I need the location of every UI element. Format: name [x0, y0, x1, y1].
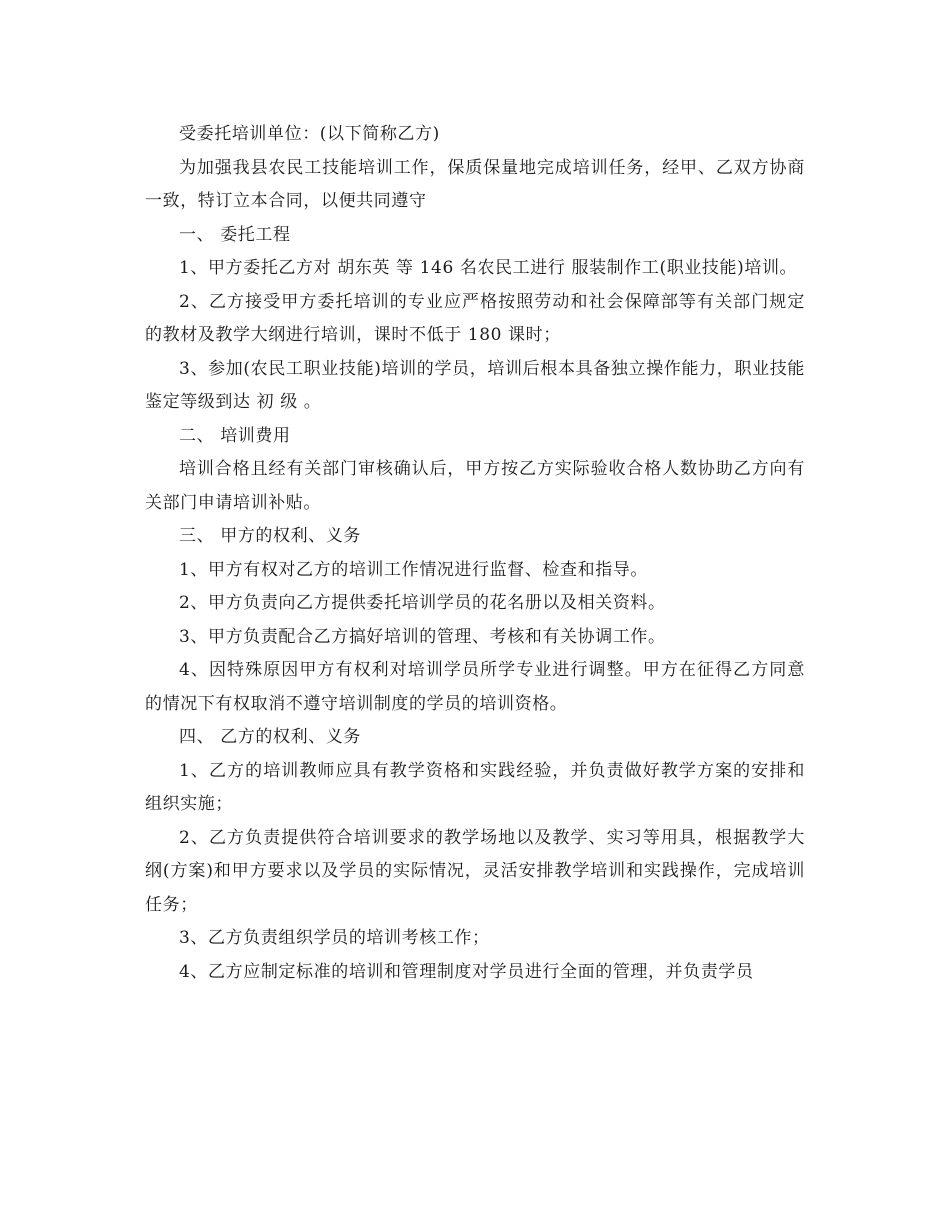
section-heading-3: 三、 甲方的权利、义务 — [179, 526, 362, 546]
clause-4-1: 1、乙方的培训教师应具有教学资格和实践经验，并负责做好教学方案的安排和组织实施； — [145, 760, 805, 814]
paragraph-trainee-unit: 受委托培训单位：(以下简称乙方) — [179, 124, 440, 144]
clause-4-4: 4、乙方应制定标准的培训和管理制度对学员进行全面的管理，并负责学员 — [179, 961, 754, 982]
paragraph-preamble: 为加强我县农民工技能培训工作，保质保量地完成培训任务，经甲、乙双方协商一致，特订立本合同，以便共同遵守 — [145, 157, 805, 211]
clause-1-2: 2、乙方接受甲方委托培训的专业应严格按照劳动和社会保障部等有关部门规定的教材及教学大纲进行培训，课时不低于 180 课时； — [145, 291, 805, 345]
clause-2-1: 培训合格且经有关部门审核确认后，甲方按乙方实际验收合格人数协助乙方向有关部门申请培训补贴。 — [145, 459, 805, 513]
clause-4-2: 2、乙方负责提供符合培训要求的教学场地以及教学、实习等用具，根据教学大纲(方案)和甲方要求以及学员的实际情况，灵活安排教学培训和实践操作，完成培训任务； — [145, 827, 805, 915]
document-body — [145, 118, 805, 989]
clause-3-4: 4、因特殊原因甲方有权利对培训学员所学专业进行调整。甲方在征得乙方同意的情况下有权取消不遵守培训制度的学员的培训资格。 — [145, 660, 805, 714]
clause-1-3: 3、参加(农民工职业技能)培训的学员，培训后根本具备独立操作能力，职业技能鉴定等级到达 初 级 。 — [145, 358, 805, 412]
clause-3-1: 1、甲方有权对乙方的培训工作情况进行监督、检查和指导。 — [179, 559, 649, 580]
section-heading-2: 二、 培训费用 — [179, 425, 291, 446]
clause-1-1: 1、甲方委托乙方对 胡东英 等 146 名农民工进行 服装制作工(职业技能)培训。 — [179, 258, 798, 278]
section-heading-1: 一、 委托工程 — [179, 224, 291, 245]
clause-3-3: 3、甲方负责配合乙方搞好培训的管理、考核和有关协调工作。 — [179, 626, 666, 647]
section-heading-4: 四、 乙方的权利、义务 — [179, 727, 362, 747]
clause-3-2: 2、甲方负责向乙方提供委托培训学员的花名册以及相关资料。 — [179, 593, 666, 613]
clause-4-3: 3、乙方负责组织学员的培训考核工作； — [179, 928, 490, 948]
